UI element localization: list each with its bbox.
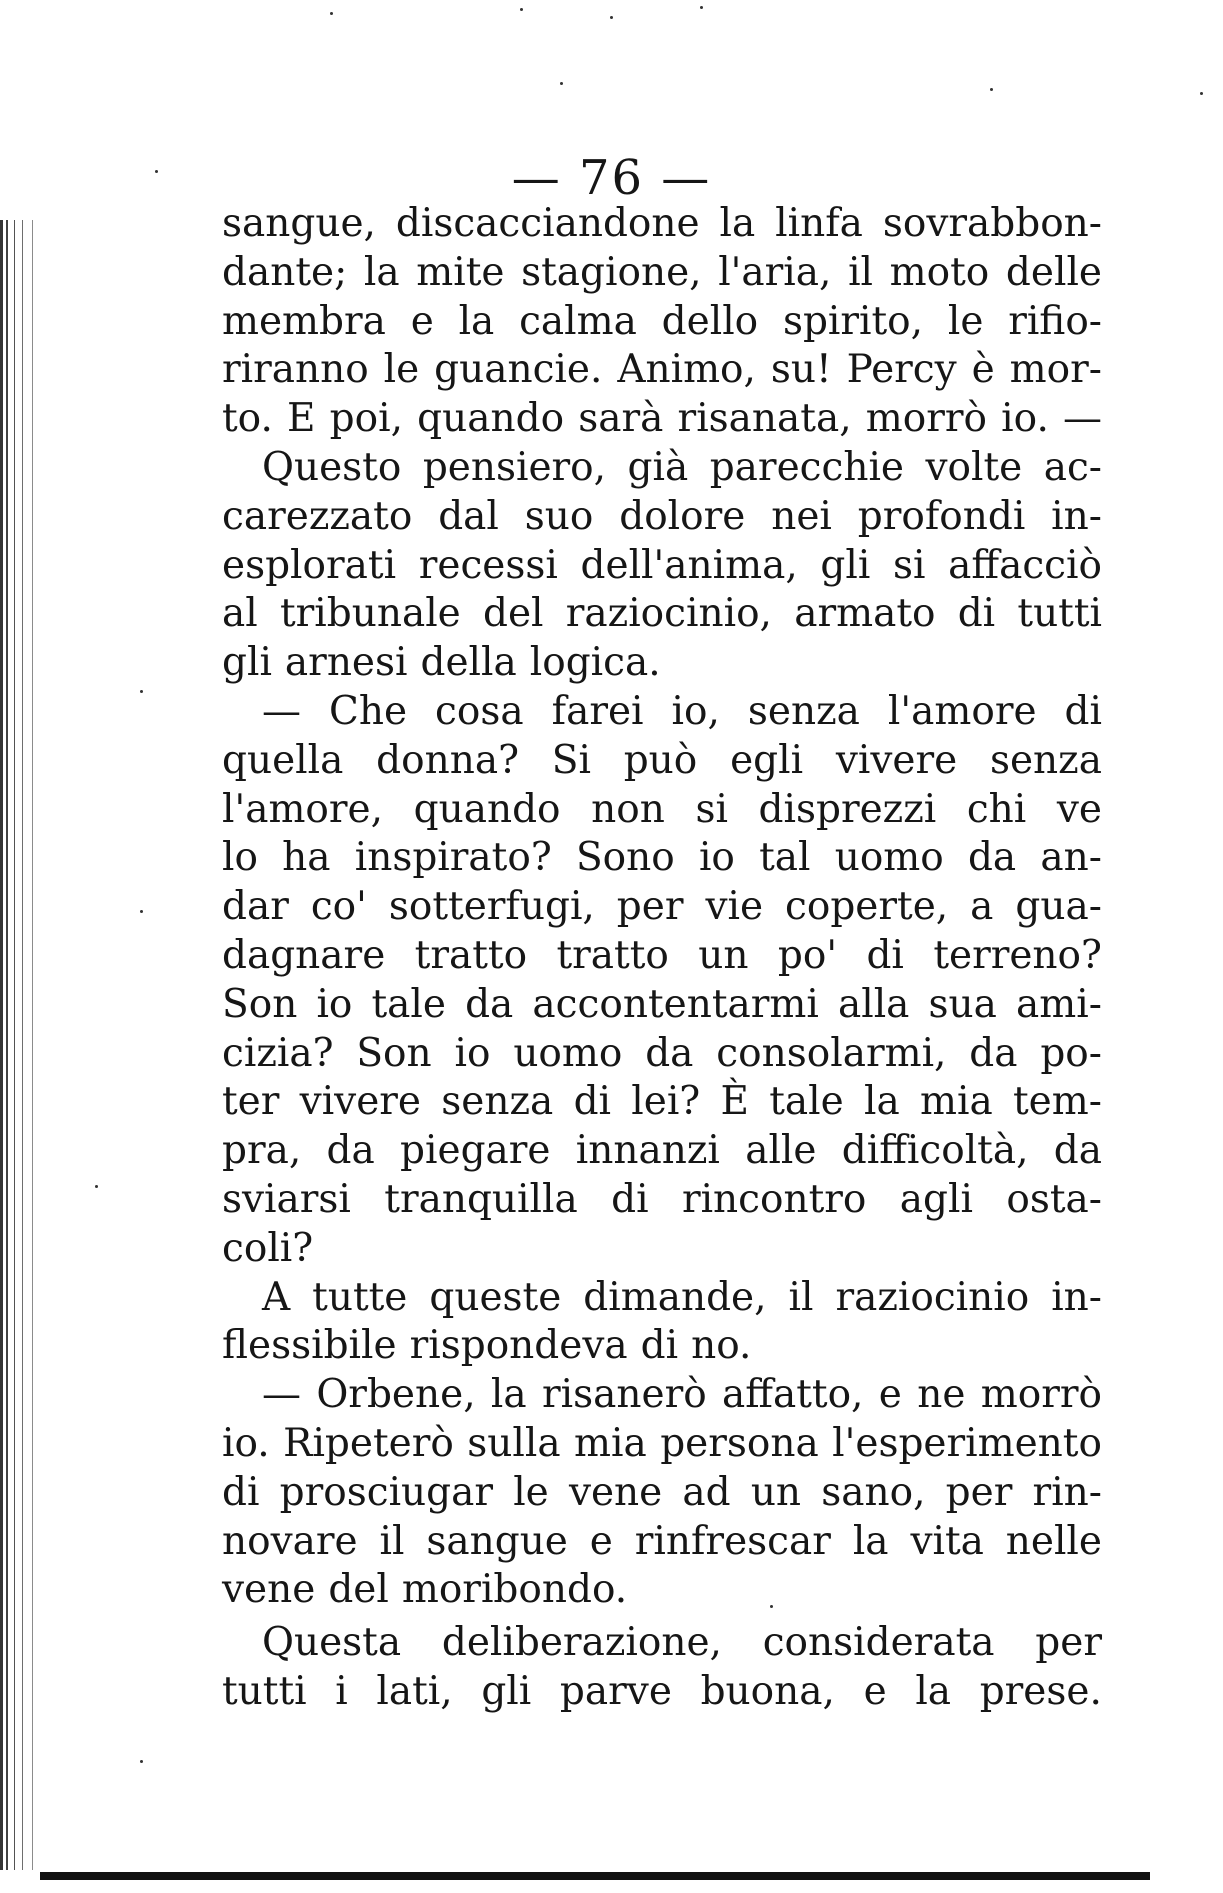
word: già [627,444,689,490]
word: l'amore [887,688,1037,734]
word: da [1053,1128,1102,1174]
word: rinfrescar [634,1518,831,1564]
word: quando [413,786,561,832]
word: farei [551,688,644,734]
word: — [262,688,301,734]
word: è [971,347,995,393]
word: io [698,835,735,881]
word: di [573,1079,612,1125]
word: di [222,1469,260,1515]
word: di [866,932,904,978]
word: ne [917,1372,966,1418]
word: tal [759,835,811,881]
text-line [222,1078,1102,1127]
word: stagione, [521,249,702,295]
word: quella [222,737,344,783]
word: inspirato? [354,835,552,881]
text-line [222,639,1102,688]
word: risanerò [541,1372,707,1418]
word: nelle [1005,1518,1102,1564]
word: esplorati [222,542,397,588]
word: deliberazione, [441,1620,722,1666]
word: mia [919,1079,993,1125]
word: volte [925,444,1023,490]
word: sangue, [222,201,376,246]
word: e [863,1668,887,1714]
word: pra, [222,1128,302,1174]
word: Si [551,737,591,783]
word: morrò [980,1372,1102,1418]
word: sviarsi [222,1176,351,1222]
word: le [513,1469,549,1515]
text-line [222,1322,1102,1371]
word: difficoltà, [841,1128,1029,1174]
ink-speck [140,1760,143,1763]
word: nei [771,493,832,539]
word: novare [222,1518,358,1564]
word: quando [417,396,565,442]
paragraph [222,1371,1102,1615]
word: Questo [262,444,402,490]
word: considerata [762,1620,995,1666]
word: la [863,1079,900,1125]
text-line [222,786,1102,835]
word: prosciugar [279,1469,494,1515]
word: la [719,201,756,246]
word: le [947,298,984,344]
text-line [222,1371,1102,1420]
word: sotterfugi, [388,884,595,930]
word: la [915,1668,952,1714]
text-line [222,346,1102,395]
word: vie [705,884,764,930]
word: Son [222,981,298,1027]
word: dagnare [222,932,386,978]
word: — [262,1372,301,1418]
word: raziocinio, [565,591,772,637]
text-line [222,737,1102,786]
word: da [465,981,514,1027]
word: delle [1005,249,1102,295]
word: guancie. [434,347,603,393]
word: vivere [299,1079,422,1125]
text-line [222,542,1102,591]
word: da [969,1030,1018,1076]
text-line [222,1176,1102,1225]
word: ter [222,1079,280,1125]
word: affacciò [948,542,1102,588]
word: queste [429,1274,562,1320]
word: Sono [575,835,675,881]
paragraph [222,1274,1102,1372]
text-line [222,298,1102,347]
word: rifio- [1008,298,1102,344]
word: innanzi [575,1128,720,1174]
text-line [222,1469,1102,1518]
word: no. [691,1323,752,1369]
word: dante; [222,249,348,295]
word: ac- [1043,444,1102,490]
word: mia [574,1420,647,1466]
text-line [222,1030,1102,1079]
ink-speck [140,910,143,913]
text-line [222,1225,1102,1274]
word: terreno? [933,932,1102,978]
word: ve [1056,786,1102,832]
word: co' [310,884,367,930]
word: pensiero, [422,444,607,490]
text-line [222,834,1102,883]
binding-gutter [0,220,62,1870]
word: e [878,1372,902,1418]
word: la [490,1372,527,1418]
word: calma [519,298,637,344]
word: mite [416,249,505,295]
word: E [287,396,316,442]
word: flessibile [222,1323,397,1369]
word: Questa [262,1620,402,1666]
word: tranquilla [384,1176,578,1222]
word: poi, [329,396,403,442]
word: il [379,1518,405,1564]
word: dal [438,493,499,539]
word: alle [745,1128,817,1174]
ink-speck [1200,92,1203,95]
word: da [645,1030,694,1076]
word: tratto [414,932,528,978]
text-line [222,1274,1102,1323]
word: senza [441,1079,554,1125]
word: sano, [821,1469,926,1515]
word: disprezzi [758,786,937,832]
word: di [640,1323,679,1369]
word: parecchie [709,444,905,490]
word: moto [889,249,990,295]
word: su! [770,347,832,393]
word: per [616,884,684,930]
word: persona [660,1420,819,1466]
word: la [363,249,400,295]
text-line [222,1668,1102,1717]
word: prese. [979,1668,1102,1714]
word: morrò [865,396,988,442]
word: le [383,347,420,393]
word: dimande, [583,1274,767,1320]
ink-speck [990,88,993,91]
word: lati, [376,1668,453,1714]
word: suo [524,493,594,539]
word: io. [1001,396,1049,442]
word: gli [820,542,871,588]
word: vita [910,1518,984,1564]
word: gua- [1015,884,1102,930]
word: da [967,835,1017,881]
page-bottom-edge [40,1872,1150,1880]
word: il [788,1274,814,1320]
word: cizia? [222,1030,334,1076]
word: piegare [400,1128,551,1174]
word: io, [671,688,720,734]
ink-speck [140,690,143,693]
word: di [611,1176,649,1222]
word: io [316,981,353,1027]
word: senza [747,688,860,734]
word: rispondeva [409,1323,628,1369]
word: alla [837,981,910,1027]
word: Che [329,688,408,734]
page-number: — 76 — [511,150,712,206]
paragraph [222,200,1102,444]
word: per [1035,1620,1102,1666]
word: Percy [846,347,957,393]
ink-speck [560,82,563,85]
word: di [1064,688,1102,734]
word: da [326,1128,375,1174]
word: in- [1051,1274,1102,1320]
word: A [262,1274,291,1320]
word: gli [222,640,272,686]
word: un [750,1469,802,1515]
word: rin- [1032,1469,1102,1515]
word: buona, [700,1668,835,1714]
word: tutte [312,1274,408,1320]
word: rincontro [681,1176,867,1222]
word: e [410,298,434,344]
word: io. [222,1420,270,1466]
text-line [222,1420,1102,1469]
word: tratto [556,932,669,978]
word: agli [899,1176,973,1222]
text-line [222,493,1102,542]
word: a [970,884,994,930]
word: la [458,298,495,344]
word: la [852,1518,889,1564]
text-line [222,688,1102,737]
word: io [454,1030,491,1076]
word: un [698,932,749,978]
text-line [222,444,1102,493]
word: to. [222,396,273,442]
word: non [591,786,665,832]
text-line [222,1566,1102,1615]
word: vene [222,1567,316,1613]
text-line [222,590,1102,639]
text-line [222,1518,1102,1567]
word: egli [730,737,804,783]
word: discacciandone [395,201,700,246]
text-line [222,883,1102,932]
ink-speck [700,6,703,9]
word: lei? [631,1079,701,1125]
word: senza [989,737,1102,783]
word: ami- [1016,981,1102,1027]
word: tribunale [279,591,461,637]
word: gli [481,1668,532,1714]
word: parve [559,1668,672,1714]
word: riranno [222,347,369,393]
word: si [892,542,926,588]
word: uomo [834,835,944,881]
word: moribondo. [401,1567,628,1613]
word: È [720,1079,749,1125]
word: vivere [835,737,958,783]
word: sarà [578,396,664,442]
word: spirito, [782,298,924,344]
word: il [848,249,874,295]
word: Animo, [617,347,756,393]
word: po- [1040,1030,1102,1076]
word: osta- [1006,1176,1102,1222]
word: donna? [376,737,519,783]
word: l'aria, [718,249,832,295]
word: tale [769,1079,844,1125]
word: chi [966,786,1027,832]
text-line [222,249,1102,298]
word: dar [222,884,289,930]
word: del [328,1567,389,1613]
word: recessi [418,542,558,588]
text-line [222,1127,1102,1176]
ink-speck [330,12,333,15]
text-line [222,932,1102,981]
word: vene [568,1469,663,1515]
word: tale [371,981,446,1027]
word: della [420,640,517,686]
word: raziocinio [835,1274,1030,1320]
text-line [222,1619,1102,1668]
paragraph [222,1619,1102,1717]
word: i [335,1668,348,1714]
word: ad [682,1469,731,1515]
word: sangue [426,1518,568,1564]
body-text [222,200,1102,1717]
word: affatto, [722,1372,864,1418]
word: logica. [529,640,661,686]
word: cosa [435,688,524,734]
word: dolore [619,493,746,539]
word: l'amore, [222,786,384,832]
ink-speck [610,16,613,19]
word: consolarmi, [716,1030,947,1076]
text-line [222,200,1102,249]
word: sulla [467,1420,561,1466]
text-line [222,395,1102,444]
word: an- [1040,835,1102,881]
word: profondi [857,493,1026,539]
word: sovrabbon- [882,201,1102,246]
paragraph [222,444,1102,688]
word: di [957,591,996,637]
paragraph [222,688,1102,1274]
word: Ripeterò [283,1420,454,1466]
word: carezzato [222,493,413,539]
ink-speck [95,1185,98,1188]
word: per [945,1469,1013,1515]
word: dello [661,298,759,344]
word: po' [777,932,838,978]
word: l'esperimento [832,1420,1102,1466]
word: coperte, [785,884,949,930]
word: linfa [775,201,863,246]
word: accontentarmi [532,981,819,1027]
word: Orbene, [316,1372,476,1418]
word: tutti [222,1668,307,1714]
text-line [222,981,1102,1030]
word: mor- [1009,347,1102,393]
word: coli? [222,1225,314,1271]
word: tutti [1017,591,1102,637]
word: può [623,737,698,783]
word: dell'anima, [580,542,798,588]
word: in- [1051,493,1102,539]
word: lo [222,835,258,881]
word: membra [222,298,386,344]
word: e [589,1518,613,1564]
word: ha [282,835,331,881]
word: risanata, [677,396,852,442]
word: Son [356,1030,432,1076]
word: al [222,591,258,637]
word: del [483,591,544,637]
word: arnesi [284,640,408,686]
word: sua [928,981,997,1027]
word: uomo [513,1030,623,1076]
word: — [1063,396,1102,442]
word: tem- [1012,1079,1102,1125]
word: si [695,786,728,832]
ink-speck [520,8,523,11]
word: armato [794,591,936,637]
